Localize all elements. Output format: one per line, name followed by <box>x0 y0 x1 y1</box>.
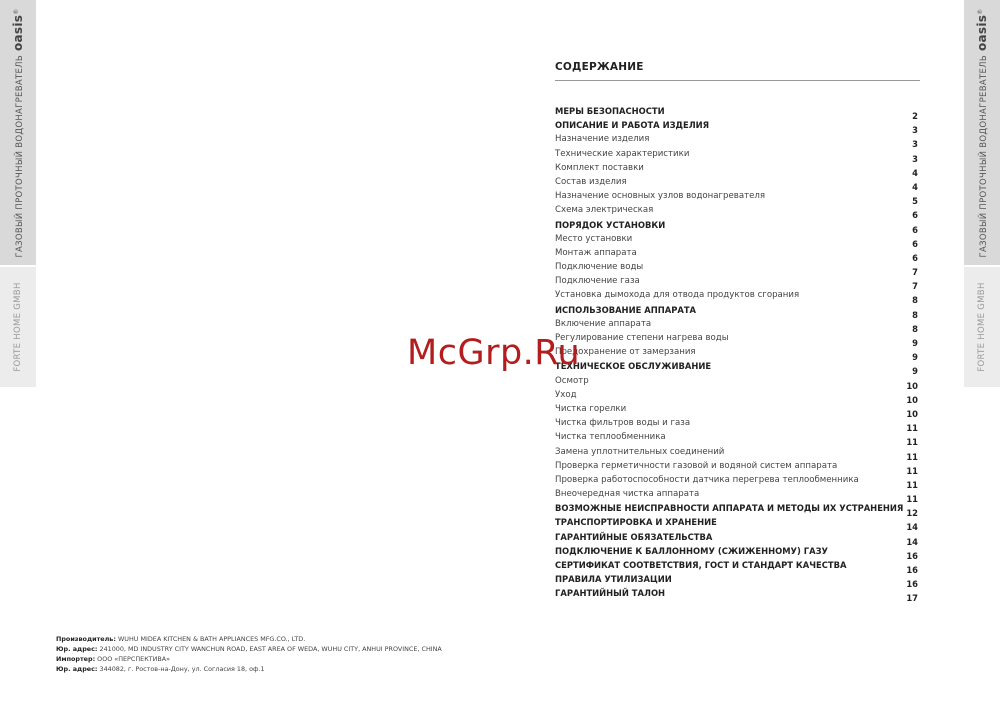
toc-title: СОДЕРЖАНИЕ <box>555 61 644 73</box>
toc-entry-label: ПОДКЛЮЧЕНИЕ К БАЛЛОННОМУ (СЖИЖЕННОМУ) ГАЗУ <box>555 545 828 556</box>
toc-section[interactable] <box>555 104 920 121</box>
side-tab-title-text <box>11 8 25 257</box>
toc-subsection[interactable] <box>555 132 920 150</box>
toc-entry-label: ОПИСАНИЕ И РАБОТА ИЗДЕЛИЯ <box>555 120 710 131</box>
toc-section[interactable] <box>555 359 920 377</box>
toc-entry-label: ПРАВИЛА УТИЛИЗАЦИИ <box>555 574 672 585</box>
brand-mark: ® <box>13 7 21 15</box>
side-tab-title-text <box>975 8 989 257</box>
imprint-value: 241000, MD INDUSTRY CITY WANCHUN ROAD, EAST AREA OF WEDA, WUHU CITY, ANHUI PROVINCE, CHINA <box>99 645 442 653</box>
toc-section[interactable] <box>555 544 920 561</box>
toc-page-number: 8 <box>912 323 918 334</box>
toc-section[interactable] <box>555 515 920 533</box>
toc-entry-label: Установка дымохода для отвода продуктов сгорания <box>555 290 800 301</box>
toc-entry-label: ИСПОЛЬЗОВАНИЕ АППАРАТА <box>555 304 697 315</box>
imprint-line <box>56 634 442 644</box>
toc-subsection[interactable] <box>555 402 920 419</box>
toc-page-number: 11 <box>906 451 918 462</box>
toc-page-number: 16 <box>906 565 918 575</box>
imprint-line <box>56 644 442 654</box>
toc-page-number: 14 <box>906 522 918 533</box>
toc-page-number: 10 <box>906 394 918 405</box>
toc-entry-label: Место установки <box>555 233 633 244</box>
toc-entry-label: ТЕХНИЧЕСКОЕ ОБСЛУЖИВАНИЕ <box>555 361 712 372</box>
toc-section[interactable] <box>555 303 920 320</box>
toc-entry-label: Предохранение от замерзания <box>555 347 696 358</box>
side-tab-title-right <box>964 0 1000 265</box>
toc-subsection[interactable] <box>555 317 920 334</box>
toc-page-number: 6 <box>912 238 918 249</box>
imprint-value: 344082, г. Ростов-на-Дону, ул. Согласия 18, оф.1 <box>99 665 265 673</box>
toc-page-number: 5 <box>912 196 918 207</box>
toc-subsection[interactable] <box>555 260 920 278</box>
toc-subsection[interactable] <box>555 147 920 164</box>
toc-list <box>555 104 920 604</box>
toc-subsection[interactable] <box>555 473 920 490</box>
toc-section[interactable] <box>555 501 920 519</box>
toc-page-number: 6 <box>912 210 918 221</box>
toc-page-number: 10 <box>906 380 918 391</box>
toc-page-number: 17 <box>906 593 918 604</box>
toc-entry-label: Регулирование степени нагрева воды <box>555 333 729 343</box>
toc-entry-label: Уход <box>555 389 577 400</box>
toc-entry-label: ГАРАНТИЙНЫЕ ОБЯЗАТЕЛЬСТВА <box>555 531 713 542</box>
imprint-label: Производитель: <box>56 635 116 643</box>
toc-section[interactable] <box>555 218 920 235</box>
toc-divider <box>555 80 920 81</box>
toc-subsection[interactable] <box>555 246 920 263</box>
toc-subsection[interactable] <box>555 345 920 363</box>
side-tab-company-left <box>0 267 36 387</box>
toc-subsection[interactable] <box>555 232 920 249</box>
toc-page-number: 7 <box>912 267 918 278</box>
toc-subsection[interactable] <box>555 175 920 192</box>
toc-entry-label: Включение аппарата <box>555 318 652 329</box>
toc-subsection[interactable] <box>555 487 920 505</box>
toc-page-number: 14 <box>906 536 918 547</box>
toc-entry-label: Чистка теплообменника <box>555 432 666 443</box>
toc-page-number: 16 <box>906 550 918 561</box>
brand-name: oasis <box>975 14 989 51</box>
toc-subsection[interactable] <box>555 189 920 207</box>
toc-page-number: 11 <box>906 494 918 505</box>
toc-section[interactable] <box>555 558 920 575</box>
toc-entry-label: Технические характеристики <box>555 148 690 159</box>
product-title: ГАЗОВЫЙ ПРОТОЧНЫЙ ВОДОНАГРЕВАТЕЛЬ <box>979 54 989 258</box>
toc-subsection[interactable] <box>555 288 920 306</box>
toc-section[interactable] <box>555 530 920 547</box>
toc-page-number: 11 <box>906 479 918 490</box>
toc-page-number: 8 <box>912 309 918 320</box>
product-title: ГАЗОВЫЙ ПРОТОЧНЫЙ ВОДОНАГРЕВАТЕЛЬ <box>15 54 25 258</box>
toc-page-number: 9 <box>912 338 918 348</box>
toc-entry-label: Монтаж аппарата <box>555 247 637 258</box>
toc-entry-label: Комплект поставки <box>555 162 644 173</box>
toc-entry-label: Чистка фильтров воды и газа <box>555 418 691 429</box>
toc-section[interactable] <box>555 586 920 604</box>
toc-subsection[interactable] <box>555 445 920 462</box>
side-tab-title-left <box>0 0 36 265</box>
toc-page-number: 6 <box>912 224 918 235</box>
toc-subsection[interactable] <box>555 161 920 178</box>
imprint-label: Импортер: <box>56 655 96 663</box>
imprint-value: ООО «ПЕРСПЕКТИВА» <box>97 655 171 663</box>
toc-page-number: 11 <box>906 423 918 434</box>
toc-entry-label: МЕРЫ БЕЗОПАСНОСТИ <box>555 106 665 116</box>
toc-entry-label: ПОРЯДОК УСТАНОВКИ <box>555 219 666 230</box>
toc-section[interactable] <box>555 118 920 136</box>
toc-subsection[interactable] <box>555 430 920 448</box>
watermark: McGrp.Ru <box>407 333 581 373</box>
brand-name: oasis <box>11 14 25 51</box>
toc-page-number: 9 <box>912 366 918 377</box>
toc-page-number: 7 <box>912 281 918 292</box>
toc-entry-label: Состав изделия <box>555 176 627 187</box>
toc-page-number: 4 <box>912 167 918 178</box>
company-name: FORTE HOME GMBH <box>977 282 987 372</box>
toc-entry-label: Назначение основных узлов водонагревателя <box>555 191 766 202</box>
toc-entry-label: Подключение газа <box>555 276 640 287</box>
toc-entry-label: Замена уплотнительных соединений <box>555 446 725 457</box>
imprint-label: Юр. адрес: <box>56 645 98 653</box>
toc-section[interactable] <box>555 572 920 590</box>
toc-entry-label: Осмотр <box>555 375 589 386</box>
toc-subsection[interactable] <box>555 416 920 434</box>
toc-page-number: 11 <box>906 465 918 476</box>
side-tab-company-right <box>964 267 1000 387</box>
toc-subsection[interactable] <box>555 459 920 476</box>
imprint <box>56 634 442 674</box>
toc-page-number: 8 <box>912 295 918 306</box>
toc-page-number: 11 <box>906 437 918 448</box>
imprint-line <box>56 654 442 664</box>
toc-page-number: 4 <box>912 181 918 192</box>
toc-subsection[interactable] <box>555 331 920 348</box>
company-name: FORTE HOME GMBH <box>13 282 23 372</box>
toc-entry-label: Чистка горелки <box>555 403 627 414</box>
toc-page-number: 9 <box>912 352 918 363</box>
brand-mark: ® <box>977 7 985 15</box>
toc-entry-label: СЕРТИФИКАТ СООТВЕТСТВИЯ, ГОСТ И СТАНДАРТ КАЧЕСТВА <box>555 560 847 570</box>
toc-page-number: 16 <box>906 579 918 590</box>
toc-entry-label: ТРАНСПОРТИРОВКА И ХРАНЕНИЕ <box>555 517 717 528</box>
toc-entry-label: ВОЗМОЖНЫЕ НЕИСПРАВНОСТИ АППАРАТА И МЕТОДЫ ИХ УСТРАНЕНИЯ <box>555 503 904 514</box>
toc-subsection[interactable] <box>555 388 920 405</box>
toc-page-number: 6 <box>912 252 918 263</box>
toc-page-number: 3 <box>912 139 918 150</box>
toc-subsection[interactable] <box>555 203 920 221</box>
imprint-label: Юр. адрес: <box>56 665 98 673</box>
toc-page-number: 3 <box>912 125 918 136</box>
toc-page-number: 10 <box>906 408 918 419</box>
imprint-line <box>56 664 442 674</box>
toc-entry-label: Проверка работоспособности датчика перегрева теплообменника <box>555 474 859 485</box>
toc-subsection[interactable] <box>555 374 920 391</box>
toc-entry-label: Назначение изделия <box>555 134 650 145</box>
toc-page-number: 3 <box>912 153 918 164</box>
toc-page-number: 12 <box>906 508 918 519</box>
toc-entry-label: Проверка герметичности газовой и водяной систем аппарата <box>555 460 838 471</box>
toc-entry-label: Схема электрическая <box>555 205 654 216</box>
toc-page-number: 2 <box>912 111 918 121</box>
imprint-value: WUHU MIDEA KITCHEN & BATH APPLIANCES MFG.CO., LTD. <box>117 635 306 643</box>
toc-subsection[interactable] <box>555 274 920 292</box>
toc-entry-label: Подключение воды <box>555 262 644 273</box>
toc-entry-label: ГАРАНТИЙНЫЙ ТАЛОН <box>555 588 666 599</box>
toc-entry-label: Внеочередная чистка аппарата <box>555 489 700 500</box>
